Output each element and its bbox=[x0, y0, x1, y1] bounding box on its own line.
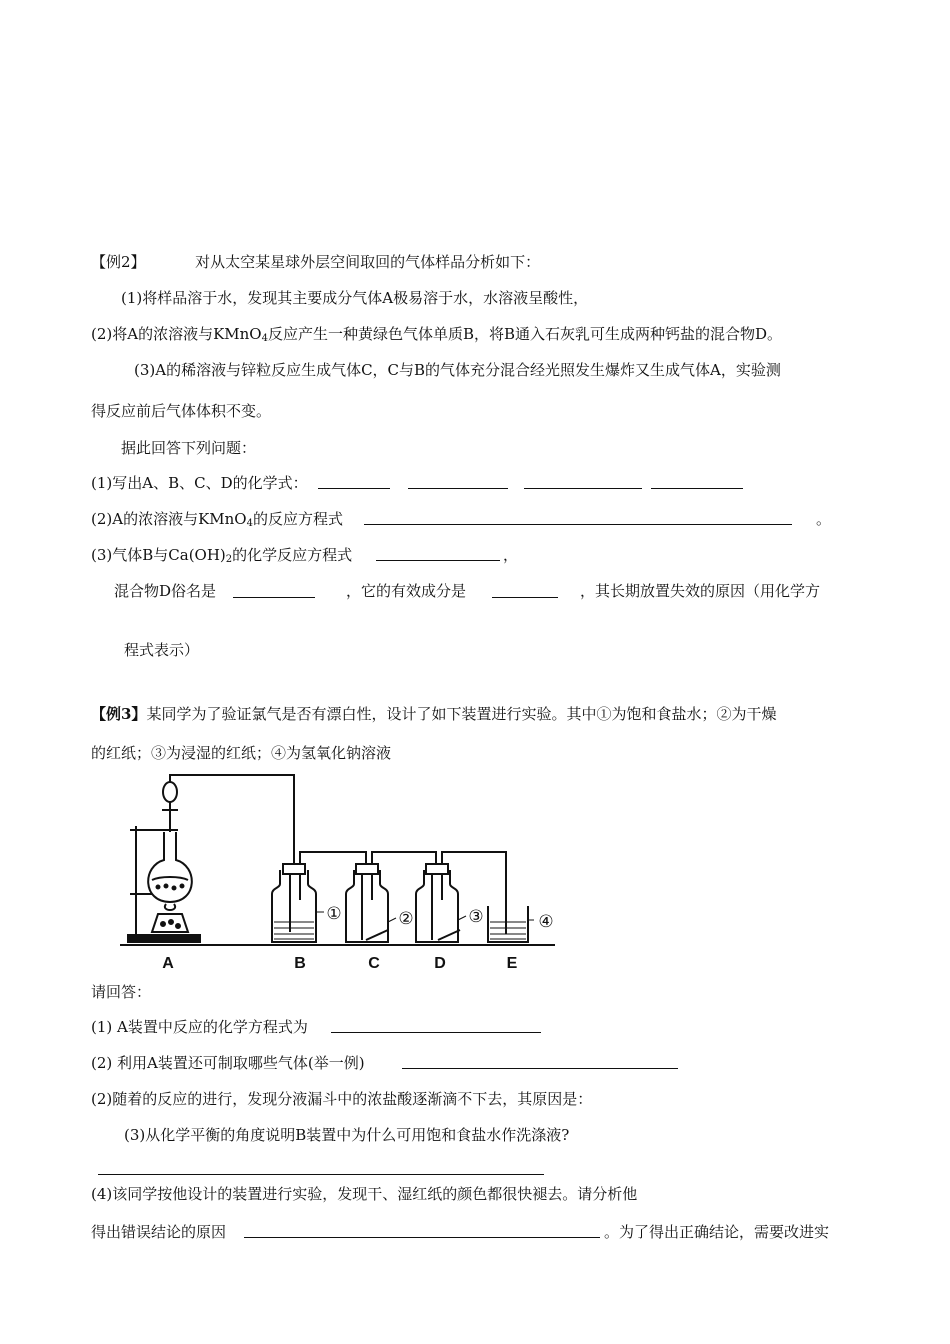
answer-blank-ex3-q5[interactable] bbox=[244, 1237, 600, 1238]
q4-part-b: ，它的有效成分是 bbox=[346, 582, 467, 600]
example3-intro-line2: 的红纸；③为浸湿的红纸；④为氢氧化钠溶液 bbox=[91, 744, 392, 762]
label-A: A bbox=[162, 955, 174, 972]
stand-base bbox=[128, 935, 200, 942]
example2-heading-line bbox=[91, 252, 540, 272]
example3-intro: 某同学为了验证氯气是否有漂白性，设计了如下装置进行实验。其中①为饱和食盐水；②为干燥 bbox=[146, 705, 777, 723]
q3-end: ， bbox=[503, 546, 519, 564]
q2-text: (2)A的浓溶液与KMnO bbox=[91, 510, 247, 528]
q3-text: (3)气体B与Ca(OH) bbox=[91, 546, 226, 564]
q1-text: (1)写出A、B、C、D的化学式： bbox=[91, 474, 308, 492]
marker-1: ① bbox=[326, 904, 342, 924]
example3-heading: 【例3】 bbox=[91, 705, 147, 723]
label-C: C bbox=[368, 955, 380, 972]
answer-blank-c[interactable] bbox=[524, 488, 642, 489]
example2-observation-2 bbox=[91, 324, 782, 344]
obs2-text: (2)将A的浓溶液与KMnO bbox=[91, 325, 262, 343]
example3-question-1: (1) A装置中反应的化学方程式为 bbox=[91, 1018, 308, 1036]
q2-end: 。 bbox=[816, 510, 832, 528]
example2-observation-3-line1: (3)A的稀溶液与锌粒反应生成气体C，C与B的气体充分混合经光照发生爆炸又生成气体A，实验测 bbox=[134, 361, 781, 379]
q4-line2: 程式表示） bbox=[124, 641, 200, 659]
answer-blank-a[interactable] bbox=[318, 488, 390, 489]
example2-prompt: 据此回答下列问题： bbox=[121, 439, 257, 457]
label-E: E bbox=[506, 955, 518, 972]
chlorine-apparatus-figure bbox=[120, 772, 570, 977]
example3-question-4: (3)从化学平衡的角度说明B装置中为什么可用饱和食盐水作洗涤液? bbox=[124, 1126, 570, 1144]
answer-blank-ex3-q1[interactable] bbox=[331, 1032, 541, 1033]
example2-observation-1: (1)将样品溶于水，发现其主要成分气体A极易溶于水，水溶液呈酸性， bbox=[121, 289, 589, 307]
q2-tail: 的反应方程式 bbox=[252, 510, 343, 528]
example2-heading: 【例2】 bbox=[91, 253, 146, 271]
obs2-subscript: 4 bbox=[261, 333, 268, 344]
example3-question-2: (2) 利用A装置还可制取哪些气体(举一例) bbox=[91, 1054, 365, 1072]
q3-tail: 的化学反应方程式 bbox=[232, 546, 353, 564]
marker-3: ③ bbox=[468, 907, 484, 927]
answer-blank-ex3-q2[interactable] bbox=[402, 1068, 678, 1069]
answer-blank-q4-component[interactable] bbox=[492, 597, 558, 598]
example3-question-5-line2b: 。为了得出正确结论，需要改进实 bbox=[604, 1223, 830, 1241]
example2-question-1 bbox=[91, 473, 308, 493]
example2-question-2 bbox=[91, 509, 343, 529]
example3-question-3: (2)随着的反应的进行，发现分液漏斗中的浓盐酸逐渐滴不下去，其原因是： bbox=[91, 1090, 593, 1108]
answer-blank-q2[interactable] bbox=[364, 524, 792, 525]
answer-blank-q3[interactable] bbox=[376, 560, 500, 561]
answer-blank-b[interactable] bbox=[408, 488, 508, 489]
obs2-tail: 反应产生一种黄绿色气体单质B，将B通入石灰乳可生成两种钙盐的混合物D。 bbox=[267, 325, 783, 343]
q2-subscript: 4 bbox=[246, 518, 253, 529]
answer-blank-d[interactable] bbox=[651, 488, 743, 489]
example3-prompt: 请回答： bbox=[91, 983, 152, 1001]
example3-question-5-line2a: 得出错误结论的原因 bbox=[91, 1223, 227, 1241]
example3-intro-line1 bbox=[91, 704, 776, 724]
example2-question-3 bbox=[91, 545, 352, 565]
marker-2: ② bbox=[398, 909, 414, 929]
q4-part-c: ，其长期放置失效的原因（用化学方 bbox=[580, 582, 821, 600]
label-D: D bbox=[434, 955, 446, 972]
example3-question-5-line1: (4)该同学按他设计的装置进行实验，发现干、湿红纸的颜色都很快褪去。请分析他 bbox=[91, 1185, 638, 1203]
answer-blank-q4-name[interactable] bbox=[233, 597, 315, 598]
answer-blank-ex3-q4[interactable] bbox=[98, 1174, 544, 1175]
label-B: B bbox=[294, 955, 306, 972]
example2-observation-3-line2: 得反应前后气体体积不变。 bbox=[91, 402, 272, 420]
marker-4: ④ bbox=[538, 912, 554, 932]
example2-intro: 对从太空某星球外层空间取回的气体样品分析如下： bbox=[195, 253, 541, 271]
q4-part-a: 混合物D俗名是 bbox=[114, 582, 217, 600]
q3-subscript: 2 bbox=[225, 554, 233, 565]
